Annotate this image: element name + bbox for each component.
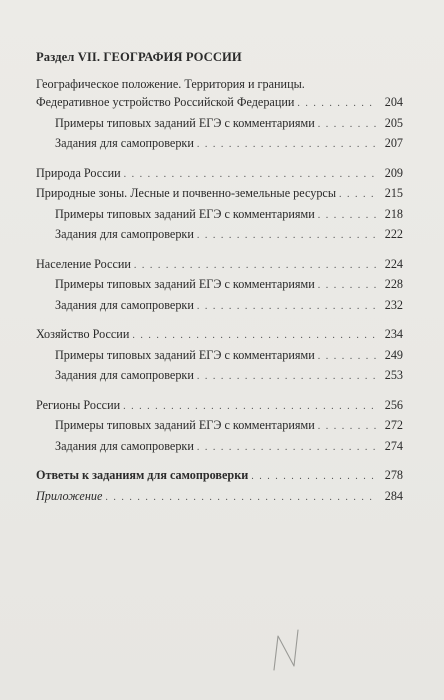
dot-leader <box>123 398 378 417</box>
toc-group <box>36 396 403 458</box>
section-label: Раздел <box>36 50 75 64</box>
page-number: 278 <box>384 468 403 482</box>
toc-subentry <box>36 437 403 458</box>
dot-leader <box>105 489 378 508</box>
entry-title: Примеры типовых заданий ЕГЭ с комментариями <box>55 115 315 130</box>
toc-subentry <box>36 114 403 135</box>
entry-title: Примеры типовых заданий ЕГЭ с комментариями <box>55 277 315 291</box>
dot-leader <box>197 227 378 246</box>
entry-title: Федеративное устройство Российской Федерации <box>36 95 295 109</box>
entry-title: Природа России <box>36 165 121 180</box>
page-number: 209 <box>384 165 403 180</box>
dot-leader <box>339 186 378 205</box>
entry-title: Ответы к заданиям для самопроверки <box>36 468 249 482</box>
page-number: 205 <box>384 115 403 130</box>
section-heading <box>36 50 403 65</box>
toc-subentry <box>36 346 403 367</box>
section-title: ГЕОГРАФИЯ РОССИИ <box>103 50 242 64</box>
toc-entry <box>36 487 403 508</box>
dot-leader <box>318 207 378 226</box>
toc-entries <box>36 76 403 507</box>
pencil-mark <box>268 626 308 676</box>
entry-title: Задания для самопроверки <box>55 227 194 241</box>
toc-subentry <box>36 416 403 437</box>
entry-title: Географическое положение. Территория и границы. <box>36 77 305 91</box>
toc-subentry <box>36 225 403 246</box>
page-number: 204 <box>384 95 403 109</box>
dot-leader <box>197 136 378 155</box>
toc-entry <box>36 184 403 205</box>
toc-entry <box>36 396 403 417</box>
toc-entry <box>36 164 403 185</box>
entry-title: Хозяйство России <box>36 327 130 341</box>
entry-title: Природные зоны. Лесные и почвенно-земельные ресурсы <box>36 186 337 200</box>
page-number: 253 <box>384 368 403 382</box>
toc-entry <box>36 93 403 114</box>
dot-leader <box>297 95 378 114</box>
toc-group <box>36 325 403 387</box>
page-number: 224 <box>384 256 403 271</box>
table-of-contents <box>36 50 403 516</box>
entry-title: Приложение <box>36 488 103 503</box>
dot-leader <box>134 257 378 276</box>
dot-leader <box>318 277 378 296</box>
entry-title: Задания для самопроверки <box>55 438 194 453</box>
page-number: 256 <box>384 397 403 412</box>
toc-group <box>36 164 403 246</box>
entry-title: Население России <box>36 256 131 271</box>
dot-leader <box>197 368 378 387</box>
page-number: 249 <box>384 347 403 362</box>
dot-leader <box>251 468 378 487</box>
toc-group <box>36 466 403 507</box>
entry-title: Регионы России <box>36 397 121 412</box>
dot-leader <box>124 166 378 185</box>
page-number: 222 <box>384 227 403 241</box>
toc-entry <box>36 255 403 276</box>
toc-entry <box>36 76 403 93</box>
toc-group <box>36 255 403 317</box>
page-number: 207 <box>384 136 403 150</box>
page-number: 274 <box>384 438 403 453</box>
entry-title: Примеры типовых заданий ЕГЭ с комментариями <box>55 347 315 362</box>
page-number: 234 <box>384 327 403 341</box>
dot-leader <box>318 116 378 135</box>
toc-entry <box>36 466 403 487</box>
entry-title: Задания для самопроверки <box>55 136 194 150</box>
toc-entry <box>36 325 403 346</box>
page-number: 284 <box>384 488 403 503</box>
entry-title: Примеры типовых заданий ЕГЭ с комментариями <box>55 418 315 432</box>
dot-leader <box>318 418 378 437</box>
page-number: 232 <box>384 297 403 312</box>
dot-leader <box>197 439 378 458</box>
toc-subentry <box>36 366 403 387</box>
toc-subentry <box>36 205 403 226</box>
entry-title: Задания для самопроверки <box>55 297 194 312</box>
entry-title: Задания для самопроверки <box>55 368 194 382</box>
toc-subentry <box>36 275 403 296</box>
page-number: 218 <box>384 206 403 221</box>
dot-leader <box>132 327 378 346</box>
dot-leader <box>197 298 378 317</box>
toc-subentry <box>36 134 403 155</box>
section-number: VII. <box>77 50 101 64</box>
toc-group <box>36 76 403 155</box>
page-number: 215 <box>384 186 403 200</box>
page-number: 272 <box>384 418 403 432</box>
toc-subentry <box>36 296 403 317</box>
entry-title: Примеры типовых заданий ЕГЭ с комментариями <box>55 206 315 221</box>
page-number: 228 <box>384 277 403 291</box>
dot-leader <box>318 348 378 367</box>
